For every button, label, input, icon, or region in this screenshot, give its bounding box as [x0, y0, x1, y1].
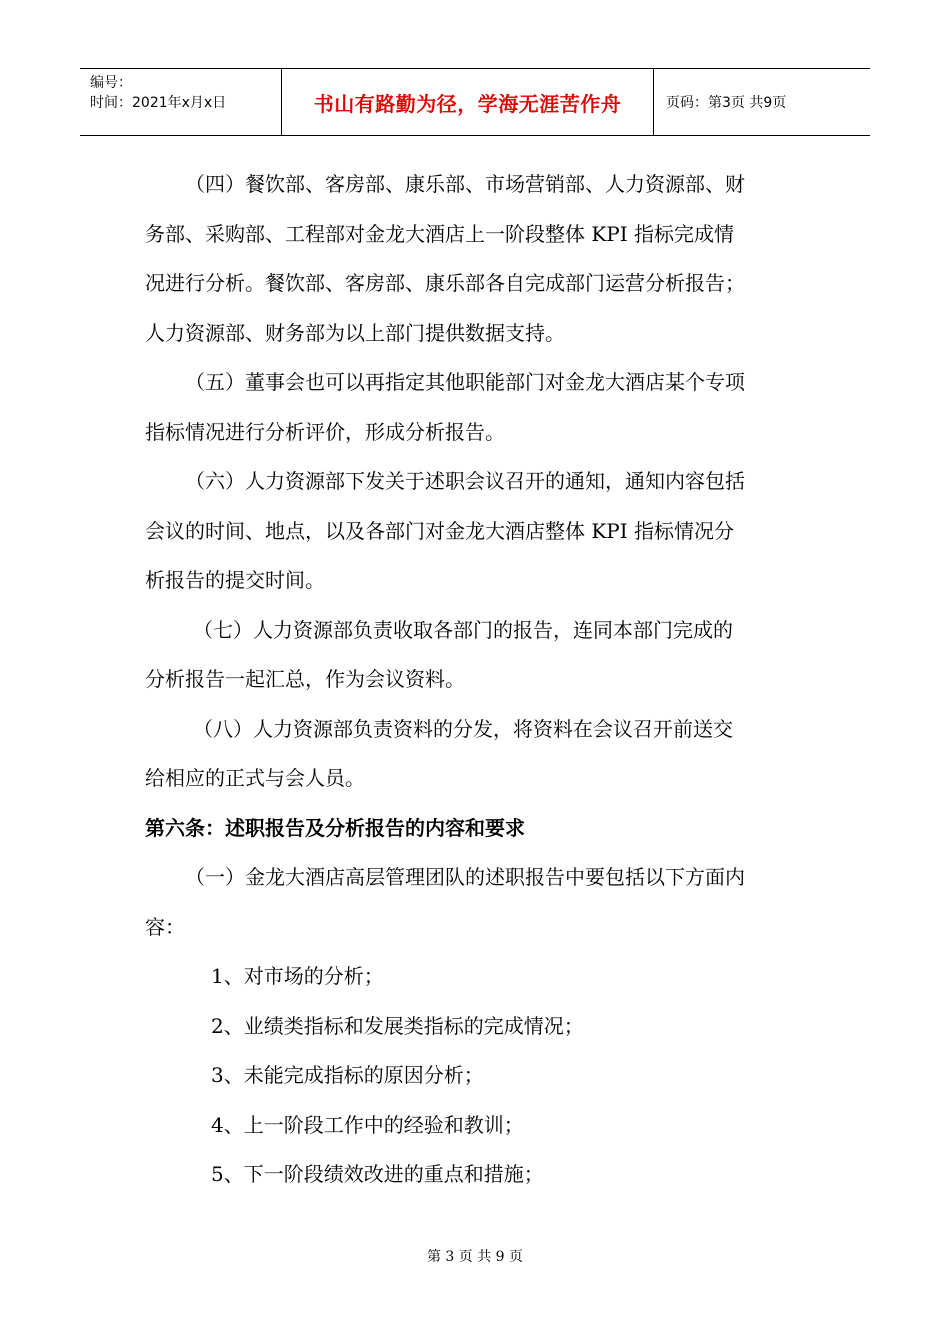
document-number-label: 编号：	[90, 75, 132, 91]
header-motto: 书山有路勤为径，学海无涯苦作舟	[282, 69, 654, 135]
header-meta	[80, 69, 282, 135]
paragraph-line: （四）餐饮部、客房部、康乐部、市场营销部、人力资源部、财	[185, 172, 745, 196]
paragraph-line: 给相应的正式与会人员。	[145, 766, 365, 790]
list-item: 2、业绩类指标和发展类指标的完成情况；	[211, 1013, 584, 1038]
paragraph-line: （五）董事会也可以再指定其他职能部门对金龙大酒店某个专项	[185, 370, 745, 394]
list-item: 3、未能完成指标的原因分析；	[211, 1063, 484, 1087]
paragraph-line: 会议的时间、地点，以及各部门对金龙大酒店整体 KPI 指标情况分	[145, 518, 735, 543]
paragraph-line: 容：	[145, 914, 185, 939]
section-heading: 第六条：述职报告及分析报告的内容和要求	[145, 815, 525, 840]
list-item: 1、对市场的分析；	[211, 964, 384, 988]
paragraph-seven	[145, 606, 815, 705]
section-intro	[145, 853, 815, 952]
paragraph-six	[145, 457, 815, 606]
page-header	[80, 68, 870, 136]
paragraph-line: 务部、采购部、工程部对金龙大酒店上一阶段整体 KPI 指标完成情	[145, 221, 735, 246]
paragraph-line: 分析报告一起汇总，作为会议资料。	[145, 667, 465, 691]
paragraph-line: （一）金龙大酒店高层管理团队的述职报告中要包括以下方面内	[185, 865, 745, 889]
document-time-label: 时间：2021年x月x日	[90, 95, 227, 111]
paragraph-five	[145, 358, 815, 457]
page-footer: 第 3 页 共 9 页	[426, 1249, 524, 1265]
paragraph-line: （七）人力资源部负责收取各部门的报告，连同本部门完成的	[193, 617, 733, 642]
list-item: 5、下一阶段绩效改进的重点和措施；	[211, 1162, 544, 1186]
list-item: 4、上一阶段工作中的经验和教训；	[211, 1112, 524, 1137]
paragraph-line: 指标情况进行分析评价，形成分析报告。	[145, 419, 505, 444]
paragraph-four	[145, 160, 815, 358]
paragraph-line: （六）人力资源部下发关于述职会议召开的通知，通知内容包括	[185, 469, 745, 493]
paragraph-line: （八）人力资源部负责资料的分发，将资料在会议召开前送交	[193, 716, 733, 741]
paragraph-eight	[145, 705, 815, 804]
paragraph-line: 人力资源部、财务部为以上部门提供数据支持。	[145, 320, 565, 345]
paragraph-line: 析报告的提交时间。	[145, 568, 325, 592]
requirement-list	[145, 952, 815, 1200]
document-body	[145, 160, 815, 1200]
paragraph-line: 况进行分析。餐饮部、客房部、康乐部各自完成部门运营分析报告；	[145, 271, 745, 295]
header-page-number: 页码：第3页 共9页	[666, 95, 787, 111]
